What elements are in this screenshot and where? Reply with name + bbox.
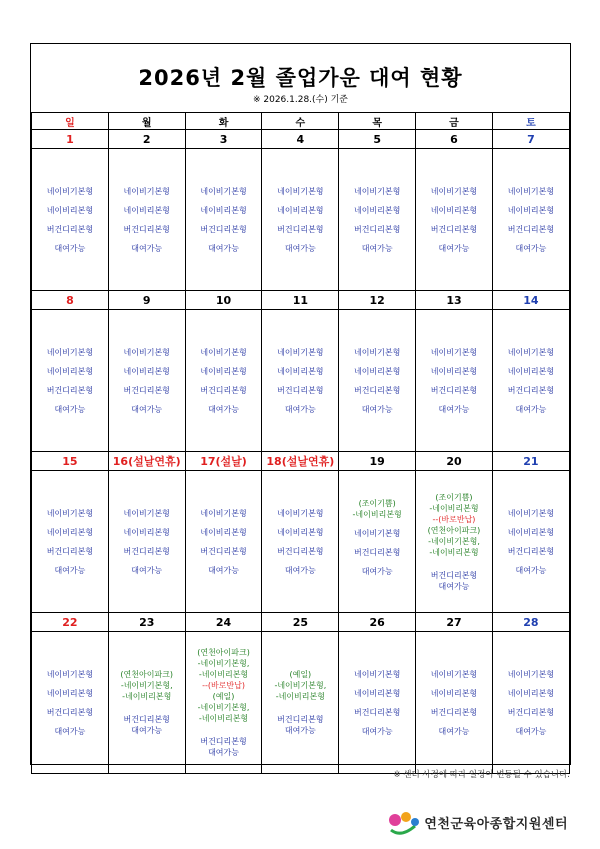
day-cell — [416, 471, 493, 613]
gown-item: 버건디리본형 — [277, 385, 324, 395]
reservation-group: (연천아이파크) — [427, 525, 481, 535]
day-number: 10 — [185, 291, 262, 310]
gown-item: 네이비리본형 — [353, 205, 401, 215]
week-date-row — [32, 291, 570, 310]
day-cell — [339, 471, 416, 613]
gown-item: 버건디리본형 — [46, 546, 94, 556]
reservation-group: (예일) — [289, 670, 312, 679]
day-cell — [108, 149, 185, 291]
day-number: 28 — [492, 613, 569, 632]
gown-item: 버건디리본형 — [430, 385, 478, 395]
day-cell — [262, 632, 339, 774]
day-number: 17(설날) — [185, 452, 262, 471]
day-cell — [185, 310, 262, 452]
weekday-header-row — [32, 113, 570, 130]
day-cell — [492, 149, 569, 291]
gown-item: 네이비리본형 — [353, 688, 401, 698]
reserved-item: -네이비리본형 — [198, 714, 249, 723]
gown-item: 버건디리본형 — [430, 570, 478, 580]
gown-item: 버건디리본형 — [123, 224, 170, 234]
gown-item: 대여가능 — [284, 243, 316, 253]
gown-item: 대여가능 — [515, 404, 547, 414]
reserved-item: -네이비리본형 — [429, 503, 479, 513]
gown-item: 버건디리본형 — [507, 385, 555, 395]
gown-item: 대여가능 — [54, 726, 86, 736]
gown-item: 네이비리본형 — [200, 527, 247, 537]
gown-item: 버건디리본형 — [430, 707, 478, 717]
gown-item: 대여가능 — [131, 404, 163, 414]
week-content-row — [32, 471, 570, 613]
gown-item: 네이비기본형 — [46, 347, 94, 357]
day-number: 9 — [108, 291, 185, 310]
day-cell — [416, 632, 493, 774]
gown-item: 네이비리본형 — [200, 205, 247, 215]
calendar-sheet — [30, 43, 571, 765]
basis-date: ※ 2026.1.28.(수) 기준 — [252, 95, 349, 105]
gown-item: 네이비기본형 — [507, 508, 555, 518]
day-number: 18(설날연휴) — [262, 452, 339, 471]
gown-item: 네이비리본형 — [123, 205, 170, 215]
gown-item: 버건디리본형 — [277, 546, 324, 556]
day-cell — [185, 149, 262, 291]
return-status: --(바로반납) — [202, 681, 245, 690]
day-number: 13 — [416, 291, 493, 310]
gown-item: 버건디리본형 — [507, 546, 555, 556]
gown-item: 버건디리본형 — [200, 546, 247, 556]
gown-item: 네이비기본형 — [507, 347, 555, 357]
reserved-item: -네이비리본형 — [122, 692, 172, 701]
reservation-group: (조이기쁨) — [358, 499, 396, 508]
gown-item: 대여가능 — [208, 404, 239, 414]
spacer — [262, 702, 338, 714]
day-cell — [416, 149, 493, 291]
reserved-item: -네이비리본형 — [352, 510, 402, 519]
gown-item: 네이비기본형 — [353, 529, 401, 538]
day-number: 19 — [339, 452, 416, 471]
gown-item: 네이비리본형 — [46, 688, 94, 698]
gown-item: 네이비기본형 — [277, 347, 324, 357]
day-cell — [32, 471, 109, 613]
gown-item: 버건디리본형 — [507, 707, 555, 717]
gown-item: 대여가능 — [131, 243, 163, 253]
week-content-row — [32, 149, 570, 291]
gown-item: 네이비기본형 — [123, 186, 170, 196]
day-cell — [32, 632, 109, 774]
day-cell — [416, 310, 493, 452]
gown-item: 네이비기본형 — [430, 186, 478, 196]
gown-item: 네이비리본형 — [123, 366, 170, 376]
day-number: 12 — [339, 291, 416, 310]
reservation-group: (예일) — [212, 692, 235, 701]
reserved-item: -네이비리본형 — [198, 670, 249, 679]
gown-item: 네이비기본형 — [430, 347, 478, 357]
gown-item: 버건디리본형 — [46, 224, 94, 234]
day-number: 11 — [262, 291, 339, 310]
day-cell — [492, 310, 569, 452]
gown-item: 네이비기본형 — [200, 347, 247, 357]
day-cell — [492, 471, 569, 613]
reserved-item: -네이비리본형 — [275, 692, 325, 701]
week-date-row — [32, 130, 570, 149]
weekday-sat: 토 — [492, 113, 569, 130]
day-cell — [185, 632, 262, 774]
gown-item: 네이비기본형 — [46, 186, 94, 196]
gown-item: 대여가능 — [54, 243, 86, 253]
gown-item: 네이비리본형 — [430, 205, 478, 215]
gown-item: 버건디리본형 — [353, 548, 401, 557]
center-logo-icon — [387, 808, 421, 836]
page-title: 2026년 2월 졸업가운 대여 현황 — [138, 66, 463, 90]
day-number: 1 — [32, 130, 109, 149]
reserved-item: -네이비기본형, — [120, 681, 173, 690]
gown-item: 네이비기본형 — [46, 508, 94, 518]
day-number: 15 — [32, 452, 109, 471]
day-number: 16(설날연휴) — [108, 452, 185, 471]
gown-item: 버건디리본형 — [353, 224, 401, 234]
day-cell — [108, 471, 185, 613]
gown-item: 네이비리본형 — [507, 205, 555, 215]
week-date-row — [32, 452, 570, 471]
day-number: 14 — [492, 291, 569, 310]
gown-item: 버건디리본형 — [46, 707, 94, 717]
gown-item: 대여가능 — [208, 565, 239, 575]
gown-item: 대여가능 — [361, 243, 393, 253]
center-name: 연천군육아종합지원센터 — [424, 816, 568, 832]
return-status: --(바로반납) — [432, 514, 476, 524]
gown-item: 네이비리본형 — [277, 366, 324, 376]
gown-item: 네이비리본형 — [46, 205, 94, 215]
gown-item: 버건디리본형 — [430, 224, 478, 234]
week-date-row — [32, 613, 570, 632]
gown-item: 버건디리본형 — [353, 707, 401, 717]
gown-item: 네이비리본형 — [430, 366, 478, 376]
gown-item: 네이비기본형 — [507, 186, 555, 196]
reserved-item: -네이비기본형, — [197, 703, 250, 712]
day-number: 21 — [492, 452, 569, 471]
center-logo — [387, 808, 568, 836]
gown-item: 대여가능 — [515, 565, 547, 575]
gown-item: 네이비기본형 — [430, 669, 478, 679]
spacer — [186, 724, 262, 736]
day-cell — [32, 310, 109, 452]
gown-item: 대여가능 — [361, 404, 393, 414]
reserved-item: -네이비기본형, — [428, 536, 480, 546]
gown-item: 네이비기본형 — [353, 186, 401, 196]
weekday-fri: 금 — [416, 113, 493, 130]
weekday-tue: 화 — [185, 113, 262, 130]
day-number: 20 — [416, 452, 493, 471]
gown-item: 대여가능 — [54, 404, 86, 414]
gown-item: 네이비리본형 — [200, 366, 247, 376]
day-number: 4 — [262, 130, 339, 149]
gown-item: 대여가능 — [361, 567, 393, 576]
gown-item: 버건디리본형 — [46, 385, 94, 395]
gown-item: 네이비리본형 — [507, 527, 555, 537]
reservation-group: (조이기쁨) — [435, 492, 473, 502]
gown-item: 버건디리본형 — [200, 737, 247, 746]
day-number: 5 — [339, 130, 416, 149]
gown-item: 대여가능 — [515, 243, 547, 253]
gown-item: 버건디리본형 — [200, 224, 247, 234]
day-number: 3 — [185, 130, 262, 149]
gown-item: 버건디리본형 — [507, 224, 555, 234]
week-content-row — [32, 632, 570, 774]
gown-item: 대여가능 — [208, 243, 239, 253]
day-cell — [32, 149, 109, 291]
day-cell — [339, 310, 416, 452]
weekday-sun: 일 — [32, 113, 109, 130]
day-number: 2 — [108, 130, 185, 149]
day-number: 23 — [108, 613, 185, 632]
gown-item: 버건디리본형 — [123, 546, 170, 556]
reservation-group: (연천아이파크) — [120, 670, 174, 679]
week-content-row — [32, 310, 570, 452]
day-number: 24 — [185, 613, 262, 632]
spacer — [416, 558, 492, 570]
day-cell — [185, 471, 262, 613]
day-cell — [339, 632, 416, 774]
gown-item: 네이비리본형 — [353, 366, 401, 376]
gown-item: 네이비기본형 — [46, 669, 94, 679]
gown-item: 네이비기본형 — [353, 669, 401, 679]
spacer — [109, 702, 185, 714]
weekday-wed: 수 — [262, 113, 339, 130]
gown-item: 대여가능 — [438, 581, 470, 591]
day-cell — [262, 149, 339, 291]
gown-item: 네이비기본형 — [277, 508, 324, 518]
gown-item: 대여가능 — [284, 404, 316, 414]
day-cell — [492, 632, 569, 774]
gown-item: 네이비리본형 — [507, 366, 555, 376]
gown-item: 네이비기본형 — [353, 347, 401, 357]
gown-item: 버건디리본형 — [277, 715, 324, 724]
gown-item: 대여가능 — [361, 726, 393, 736]
gown-item: 버건디리본형 — [123, 715, 170, 724]
reservation-group: (연천아이파크) — [197, 648, 250, 657]
day-number: 22 — [32, 613, 109, 632]
gown-item: 네이비리본형 — [46, 366, 94, 376]
day-number: 6 — [416, 130, 493, 149]
reserved-item: -네이비기본형, — [274, 681, 327, 690]
day-cell — [108, 310, 185, 452]
weekday-mon: 월 — [108, 113, 185, 130]
gown-item: 대여가능 — [438, 243, 470, 253]
day-number: 25 — [262, 613, 339, 632]
gown-item: 네이비기본형 — [200, 186, 247, 196]
gown-item: 네이비기본형 — [123, 508, 170, 518]
gown-item: 대여가능 — [54, 565, 86, 575]
day-cell — [262, 310, 339, 452]
day-cell — [262, 471, 339, 613]
reserved-item: -네이비리본형 — [429, 547, 479, 557]
gown-item: 네이비리본형 — [277, 527, 324, 537]
gown-item: 버건디리본형 — [200, 385, 247, 395]
gown-item: 대여가능 — [208, 748, 239, 757]
day-number: 7 — [492, 130, 569, 149]
gown-item: 네이비기본형 — [277, 186, 324, 196]
schedule-notice: ※ 센터 사정에 따라 일정이 변동될 수 있습니다. — [393, 770, 570, 780]
gown-item: 대여가능 — [284, 726, 316, 735]
weekday-thu: 목 — [339, 113, 416, 130]
gown-item: 네이비리본형 — [430, 688, 478, 698]
day-number: 8 — [32, 291, 109, 310]
reserved-item: -네이비기본형, — [197, 659, 250, 668]
gown-item: 대여가능 — [131, 565, 163, 575]
gown-item: 대여가능 — [131, 726, 163, 735]
gown-item: 대여가능 — [438, 726, 470, 736]
gown-item: 네이비기본형 — [123, 347, 170, 357]
gown-item: 네이비리본형 — [46, 527, 94, 537]
gown-item: 네이비리본형 — [277, 205, 324, 215]
calendar-table — [31, 112, 570, 774]
gown-item: 버건디리본형 — [353, 385, 401, 395]
day-number: 27 — [416, 613, 493, 632]
gown-item: 버건디리본형 — [123, 385, 170, 395]
day-number: 26 — [339, 613, 416, 632]
gown-item: 네이비기본형 — [507, 669, 555, 679]
gown-item: 네이비기본형 — [200, 508, 247, 518]
day-cell — [339, 149, 416, 291]
gown-item: 네이비리본형 — [123, 527, 170, 537]
gown-item: 네이비리본형 — [507, 688, 555, 698]
gown-item: 대여가능 — [515, 726, 547, 736]
gown-item: 대여가능 — [284, 565, 316, 575]
gown-item: 버건디리본형 — [277, 224, 324, 234]
gown-item: 대여가능 — [438, 404, 470, 414]
day-cell — [108, 632, 185, 774]
